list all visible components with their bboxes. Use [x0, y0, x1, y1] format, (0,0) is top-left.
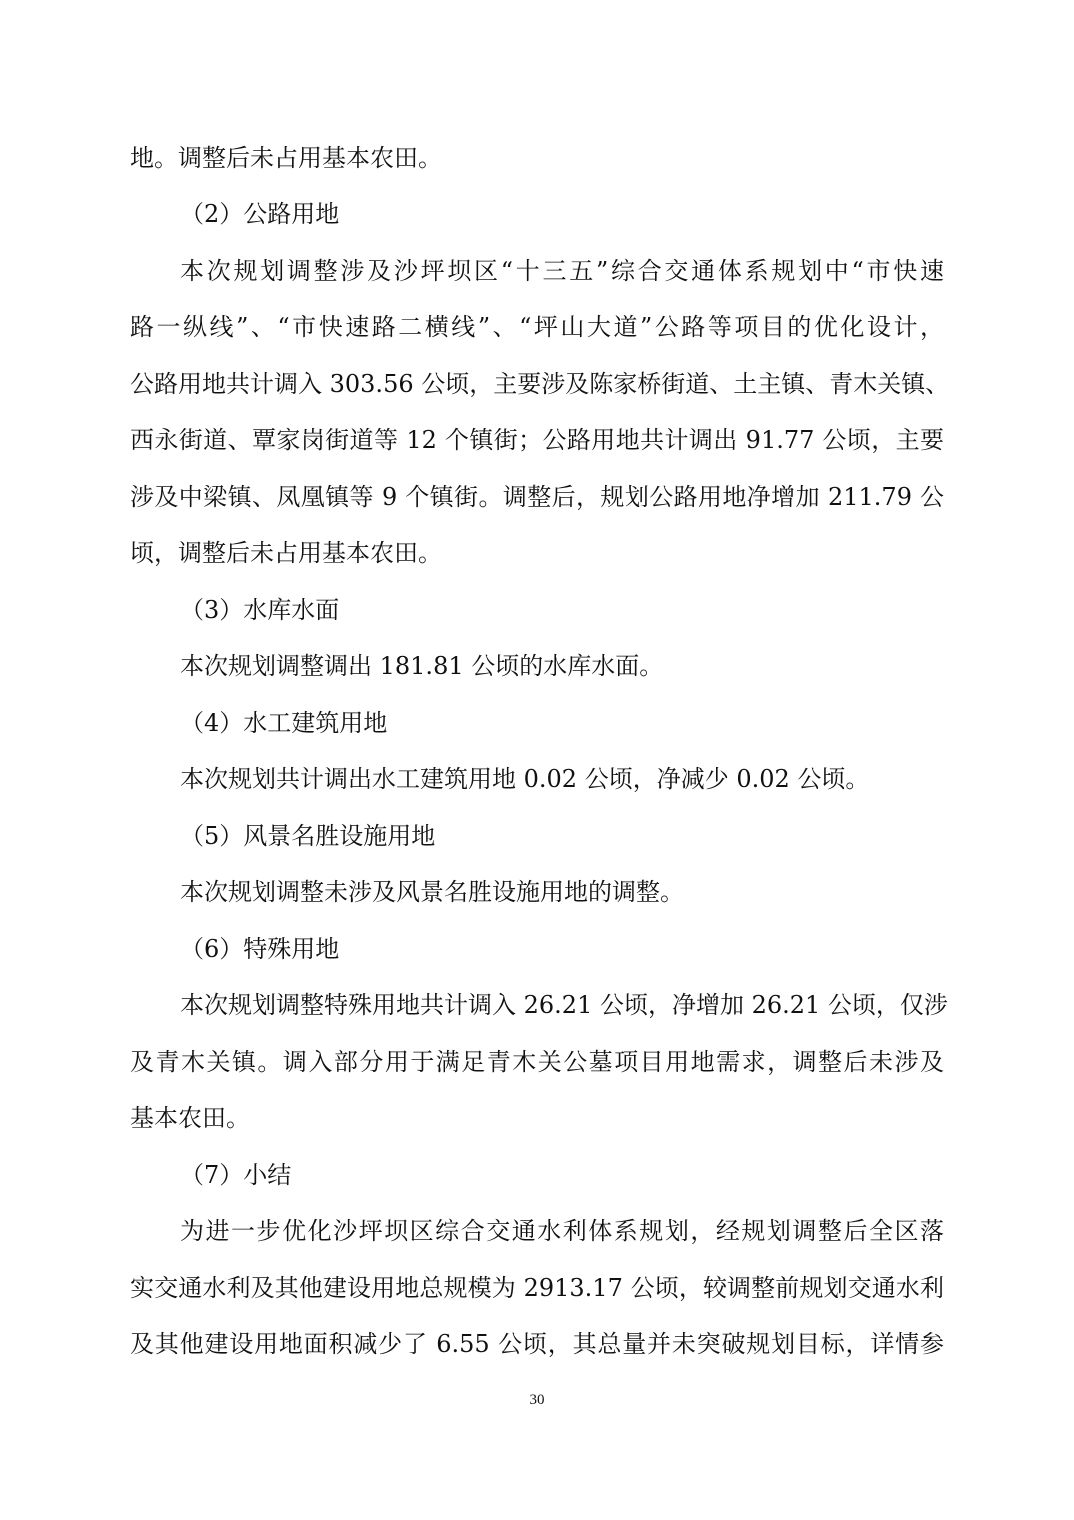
- body-text-line: 本次规划调整涉及沙坪坝区“十三五”综合交通体系规划中“市快速: [180, 257, 944, 285]
- section-heading: （5）风景名胜设施用地: [180, 822, 436, 850]
- body-text-line: 实交通水利及其他建设用地总规模为 2913.17 公顷，较调整前规划交通水利: [130, 1274, 944, 1302]
- page-number: 30: [529, 1392, 545, 1408]
- body-text-line: 顷，调整后未占用基本农田。: [130, 539, 442, 567]
- body-text-line: 及青木关镇。调入部分用于满足青木关公墓项目用地需求，调整后未涉及: [130, 1048, 944, 1076]
- body-text-line: 为进一步优化沙坪坝区综合交通水利体系规划，经规划调整后全区落: [180, 1217, 944, 1245]
- body-text-line: 路一纵线”、“市快速路二横线”、“坪山大道”公路等项目的优化设计，: [130, 313, 944, 341]
- body-text-line: 本次规划调整特殊用地共计调入 26.21 公顷，净增加 26.21 公顷，仅涉: [180, 991, 948, 1019]
- body-text-line: 本次规划调整调出 181.81 公顷的水库水面。: [180, 652, 664, 680]
- body-text-line: 基本农田。: [130, 1104, 250, 1132]
- section-heading: （3）水库水面: [180, 596, 340, 624]
- section-heading: （6）特殊用地: [180, 935, 340, 963]
- body-text-line: 公路用地共计调入 303.56 公顷，主要涉及陈家桥街道、土主镇、青木关镇、: [130, 370, 950, 398]
- body-text-line: 本次规划共计调出水工建筑用地 0.02 公顷，净减少 0.02 公顷。: [180, 765, 870, 793]
- body-text-line: 涉及中梁镇、凤凰镇等 9 个镇街。调整后，规划公路用地净增加 211.79 公: [130, 483, 944, 511]
- section-heading: （4）水工建筑用地: [180, 709, 388, 737]
- section-heading: （2）公路用地: [180, 200, 340, 228]
- body-text-line: 本次规划调整未涉及风景名胜设施用地的调整。: [180, 878, 684, 906]
- body-text-line: 地。调整后未占用基本农田。: [130, 144, 442, 172]
- section-heading: （7）小结: [180, 1161, 292, 1189]
- body-text-line: 及其他建设用地面积减少了 6.55 公顷，其总量并未突破规划目标，详情参: [130, 1330, 944, 1358]
- body-text-line: 西永街道、覃家岗街道等 12 个镇街；公路用地共计调出 91.77 公顷，主要: [130, 426, 944, 454]
